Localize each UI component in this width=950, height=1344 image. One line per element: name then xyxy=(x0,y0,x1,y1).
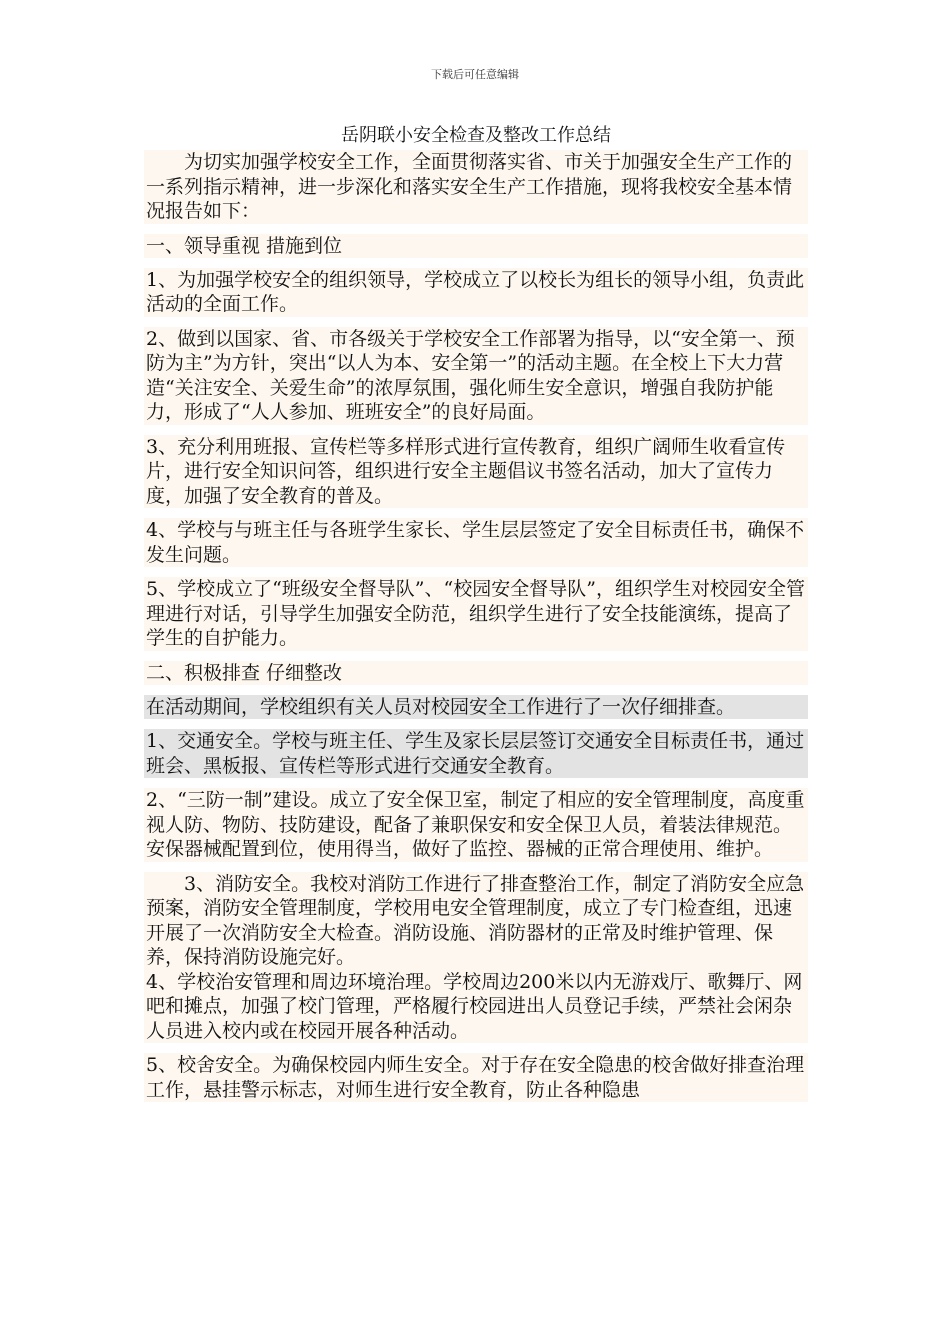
paragraph-2: 2、做到以国家、省、市各级关于学校安全工作部署为指导，以“安全第一、预防为主”为方针，突出“以人为本、安全第一”的活动主题。在全校上下大力营造“关注安全、关爱生命”的浓厚氛围，强化师生安全意识，增强自我防护能力，形成了“人人参加、班班安全”的良好局面。 xyxy=(144,327,808,425)
traffic-safety-paragraph: 1、交通安全。学校与班主任、学生及家长层层签订交通安全目标责任书，通过班会、黑板报、宣传栏等形式进行交通安全教育。 xyxy=(144,729,808,778)
three-defense-paragraph: 2、“三防一制”建设。成立了安全保卫室，制定了相应的安全管理制度，高度重视人防、物防、技防建设，配备了兼职保安和安全保卫人员，着装法律规范。安保器械配置到位，使用得当，做好了监控、器械的正常合理使用、维护。 xyxy=(144,788,808,862)
fire-safety-paragraph: 3、消防安全。我校对消防工作进行了排查整治工作，制定了消防安全应急预案，消防安全管理制度，学校用电安全管理制度，成立了专门检查组，迅速开展了一次消防安全大检查。消防设施、消防器材的正常及时维护管理、保养，保持消防设施完好。 xyxy=(144,872,808,970)
paragraph-5: 5、学校成立了“班级安全督导队”、“校园安全督导队”，组织学生对校园安全管理进行对话，引导学生加强安全防范，组织学生进行了安全技能演练，提高了学生的自护能力。 xyxy=(144,577,808,651)
paragraph-3: 3、充分利用班报、宣传栏等多样形式进行宣传教育，组织广阔师生收看宣传片，进行安全知识问答，组织进行安全主题倡议书签名活动，加大了宣传力度，加强了安全教育的普及。 xyxy=(144,435,808,509)
paragraph-1: 1、为加强学校安全的组织领导，学校成立了以校长为组长的领导小组，负责此活动的全面工作。 xyxy=(144,268,808,317)
header-note: 下载后可任意编辑 xyxy=(431,68,519,81)
paragraph-4: 4、学校与与班主任与各班学生家长、学生层层签定了安全目标责任书，确保不发生问题。 xyxy=(144,518,808,567)
document-body xyxy=(144,124,808,1112)
security-environment-paragraph: 4、学校治安管理和周边环境治理。学校周边200米以内无游戏厅、歌舞厅、网吧和摊点，加强了校门管理，严格履行校园进出人员登记手续，严禁社会闲杂人员进入校内或在校园开展各种活动。 xyxy=(144,970,808,1044)
section-heading-1: 一、领导重视 措施到位 xyxy=(144,234,808,258)
intro-paragraph: 为切实加强学校安全工作，全面贯彻落实省、市关于加强安全生产工作的一系列指示精神，进一步深化和落实安全生产工作措施，现将我校安全基本情况报告如下： xyxy=(144,150,808,224)
section-heading-2: 二、积极排查 仔细整改 xyxy=(144,661,808,685)
document-title: 岳阴联小安全检查及整改工作总结 xyxy=(341,125,611,146)
building-safety-paragraph: 5、校舍安全。为确保校园内师生安全。对于存在安全隐患的校舍做好排查治理工作，悬挂警示标志，对师生进行安全教育，防止各种隐患 xyxy=(144,1053,808,1102)
check-intro-paragraph: 在活动期间，学校组织有关人员对校园安全工作进行了一次仔细排查。 xyxy=(144,695,808,720)
